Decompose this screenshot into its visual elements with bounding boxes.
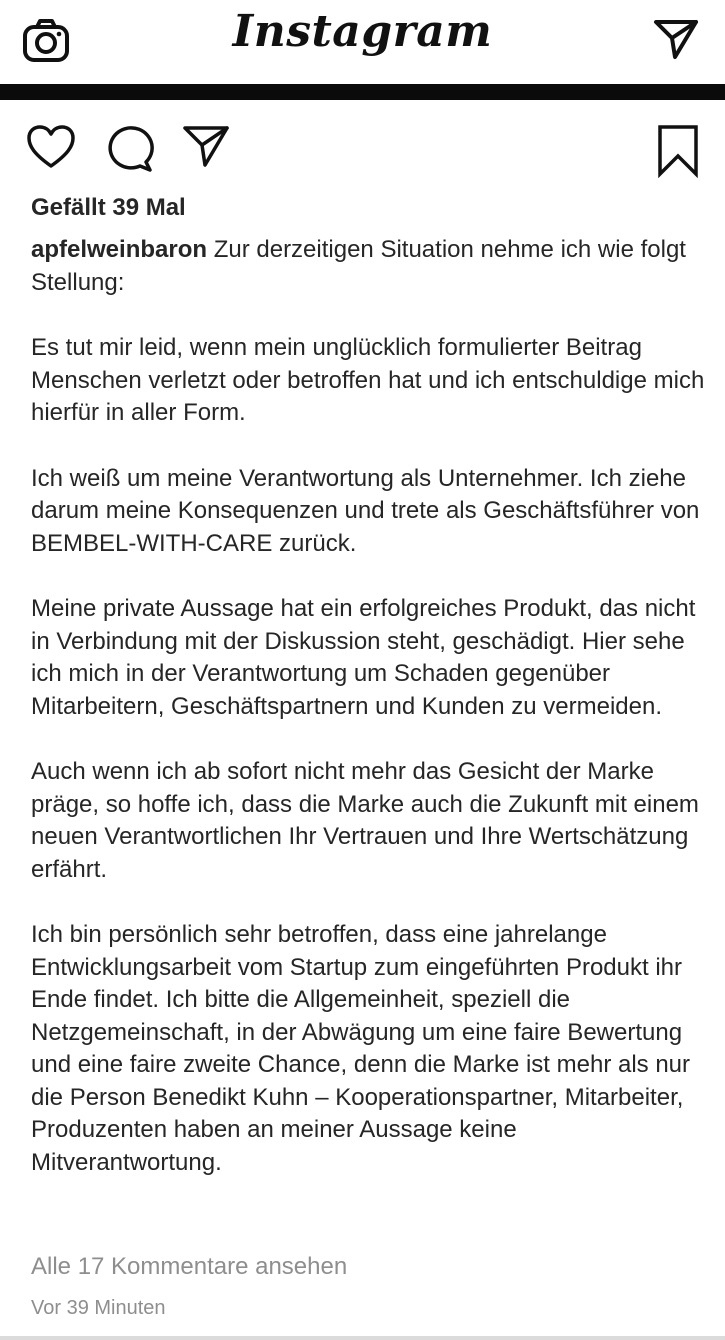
caption-paragraph: Meine private Aussage hat ein erfolgreiches Produkt, das nicht in Verbindung mit der Diskussion steht, geschädigt. Hier sehe ich mich in der Verantwortung um Schaden gegenüber Mitarbeitern, Geschäftspartnern und Kunden zu vermeiden.: [31, 595, 696, 720]
post-timestamp: Vor 39 Minuten: [31, 1297, 166, 1319]
caption-paragraph: Es tut mir leid, wenn mein unglücklich formulierter Beitrag Menschen verletzt oder betroffen hat und ich entschuldige mich hierfür in aller Form.: [31, 334, 705, 426]
like-count[interactable]: Gefällt 39 Mal: [31, 194, 186, 221]
paper-plane-icon[interactable]: [182, 124, 230, 168]
top-bar: [0, 0, 725, 84]
image-bottom-edge: [0, 84, 725, 100]
view-all-comments-link[interactable]: Alle 17 Kommentare ansehen: [31, 1253, 348, 1280]
post-caption: [31, 234, 706, 1212]
username-link[interactable]: apfelweinbaron: [31, 236, 208, 263]
caption-paragraph: Ich weiß um meine Verantwortung als Unternehmer. Ich ziehe darum meine Konsequenzen und trete als Geschäftsführer von BEMBEL-WITH-CARE zurück.: [31, 464, 700, 557]
speech-bubble-icon[interactable]: [104, 124, 154, 172]
post-action-bar: [0, 118, 725, 182]
direct-message-icon[interactable]: [653, 18, 699, 60]
divider: [0, 1336, 725, 1340]
caption-paragraph: Auch wenn ich ab sofort nicht mehr das Gesicht der Marke präge, so hoffe ich, dass die Marke auch die Zukunft mit einem neuen Verantwortlichen Ihr Vertrauen und Ihre Wertschätzung erfährt.: [31, 758, 699, 883]
bookmark-icon[interactable]: [656, 124, 700, 178]
instagram-logo[interactable]: Instagram: [232, 6, 493, 57]
caption-intro: Zur derzeitigen Situation nehme ich wie folgt Stellung:: [31, 236, 686, 296]
caption-first-paragraph: [31, 234, 706, 299]
heart-icon[interactable]: [26, 124, 76, 170]
caption-paragraph: Ich bin persönlich sehr betroffen, dass eine jahrelange Entwicklungsarbeit vom Startup zum eingeführten Produkt ihr Ende findet. Ich bitte die Allgemeinheit, speziell die Netzgemeinschaft, in der Abwägung um eine faire Bewertung und eine faire zweite Chance, denn die Marke ist mehr als nur die Person Benedikt Kuhn – Kooperationspartner, Mitarbeiter, Produzenten haben an meiner Aussage keine Mitverantwortung.: [31, 921, 691, 1176]
